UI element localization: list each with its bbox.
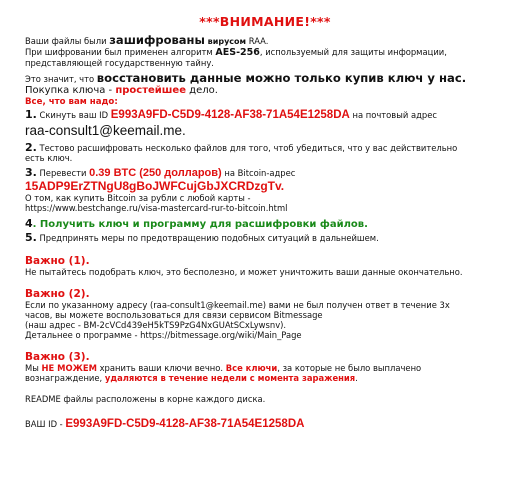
virus-name: RAA.	[246, 36, 269, 46]
step-number: 3.	[25, 166, 37, 179]
all-keys-word: Все ключи	[225, 363, 278, 373]
intro-line-3: представляющей государственную тайну.	[25, 58, 214, 68]
steps-header: Все, что вам надо:	[25, 97, 118, 107]
step-number: 5.	[25, 231, 37, 244]
ransom-amount: 0.39 BTC (250 долларов)	[89, 167, 222, 179]
deletion-warning: удаляются в течение недели с момента заражения	[104, 373, 356, 383]
footer-victim-id: E993A9FD-C5D9-4128-AF38-71A54E1258DA	[65, 418, 305, 430]
simplest-word: простейшее	[115, 85, 186, 96]
important-3-line-1	[25, 363, 505, 373]
important-3-header: Важно (3).	[25, 351, 90, 363]
cannot-word: НЕ МОЖЕМ	[41, 363, 97, 373]
important-2-line-3: (наш адрес - BM-2cVCd439eH5kTS9PzG4NxGUAtSCxLywsnv).	[25, 320, 287, 330]
intro-text: При шифровании был применен алгоритм	[25, 47, 216, 57]
ransom-note	[25, 14, 505, 431]
important-text: вознаграждение,	[25, 373, 105, 383]
step-3-note: О том, как купить Bitcoin за рубли с любой карты -	[25, 193, 251, 203]
step-text: Предпринять меры по предотвращению подобных ситуаций в дальнейшем.	[36, 233, 379, 243]
page-title: ***ВНИМАНИЕ!***	[199, 14, 331, 29]
important-text: , за которые не было выплачено	[277, 363, 422, 373]
step-text: Тестово расшифровать несколько файлов для того, чтоб убедиться, что у вас действительно	[36, 143, 458, 153]
intro-text: Это значит, что	[25, 74, 97, 84]
important-text: хранить ваши ключи вечно.	[96, 363, 226, 373]
contact-email: raa-consult1@keemail.me.	[25, 123, 186, 138]
step-text: на Bitcoin-адрес	[221, 168, 296, 178]
intro-line-4	[25, 73, 505, 84]
important-1-text: Не пытайтесь подобрать ключ, это бесполезно, и может уничтожить ваши данные окончательно.	[25, 267, 463, 277]
encrypted-word: зашифрованы	[109, 33, 205, 47]
footer-id-label: ВАШ ID -	[25, 419, 66, 429]
important-2-line-2: часов, вы можете воспользоваться для связи сервисом Bitmessage	[25, 310, 323, 320]
step-number: 2.	[25, 141, 37, 154]
intro-text: , используемый для защиты информации,	[259, 47, 447, 57]
step-number: 4	[25, 217, 33, 230]
victim-id: E993A9FD-C5D9-4128-AF38-71A54E1258DA	[110, 109, 350, 121]
algorithm-name: AES-256	[215, 47, 260, 58]
recovery-claim: восстановить данные можно только купив ключ у нас.	[96, 71, 467, 85]
readme-note: README файлы расположены в корне каждого диска.	[25, 394, 266, 404]
important-text: Мы	[25, 363, 42, 373]
step-2-cont: есть ключ.	[25, 153, 73, 163]
virus-word: вирусом	[204, 37, 247, 46]
important-1-header: Важно (1).	[25, 255, 90, 267]
step-4	[25, 217, 505, 232]
intro-text: Покупка ключа -	[25, 85, 116, 96]
step-text: . Получить ключ и программу для расшифровки файлов.	[32, 219, 368, 230]
important-text: .	[355, 373, 358, 383]
intro-line-2	[25, 47, 505, 58]
step-5	[25, 232, 505, 244]
step-1	[25, 108, 505, 122]
step-text: Скинуть ваш ID	[36, 110, 111, 120]
step-3	[25, 167, 505, 179]
step-2	[25, 143, 505, 153]
intro-line-5	[25, 84, 505, 97]
step-3-url: https://www.bestchange.ru/visa-mastercard-rur-to-bitcoin.html	[25, 203, 288, 213]
step-text: Перевести	[36, 168, 90, 178]
bitcoin-address: 15ADP9ErZTNgU8gBoJWFCujGbJXCRDzgTv.	[25, 179, 285, 193]
footer-id-line	[25, 418, 505, 431]
intro-text: дело.	[185, 85, 218, 96]
step-number: 1.	[25, 108, 37, 121]
important-2-header: Важно (2).	[25, 288, 90, 300]
step-text: на почтовый адрес	[349, 110, 437, 120]
intro-line-1	[25, 35, 505, 47]
intro-text: Ваши файлы были	[25, 36, 110, 46]
important-3-line-2	[25, 373, 505, 383]
important-2-line-4: Детальнее о программе - https://bitmessage.org/wiki/Main_Page	[25, 330, 302, 340]
important-2-line-1: Если по указанному адресу (raa-consult1@keemail.me) вами не был получен ответ в течение 3х	[25, 300, 450, 310]
